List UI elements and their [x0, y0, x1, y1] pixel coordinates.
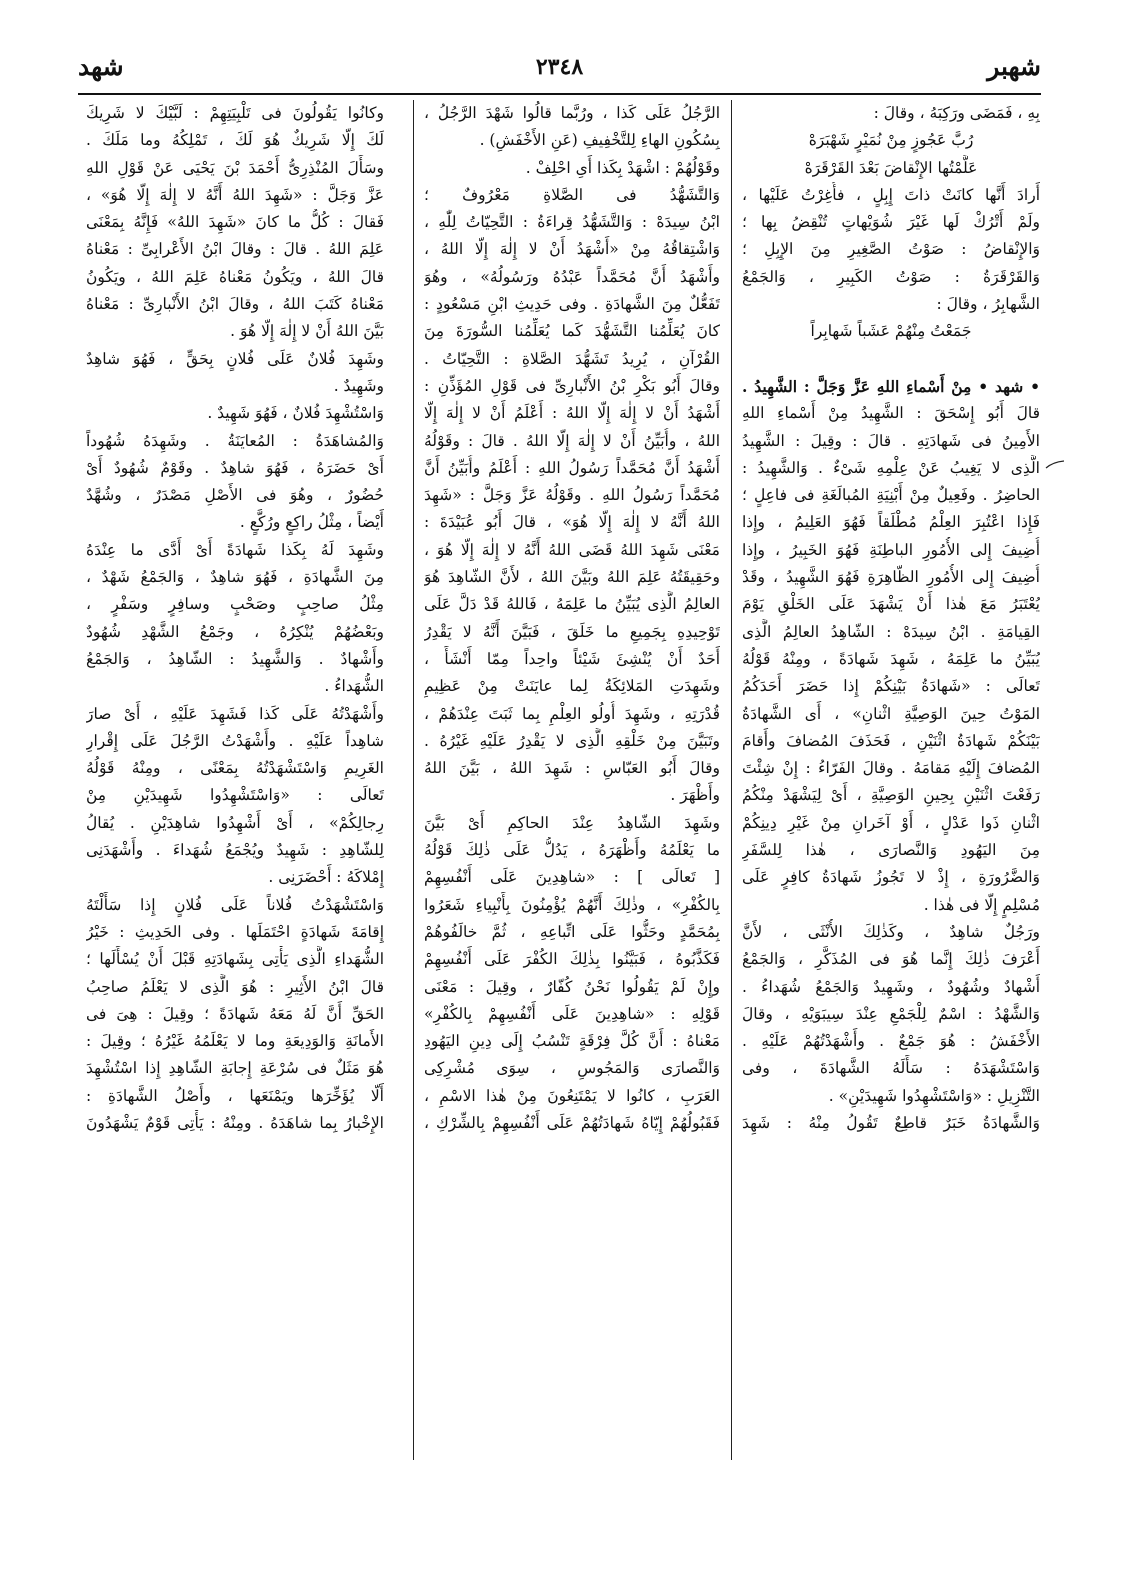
text-line: رَفَعْتَ اثْنَيْنِ بِحِينِ الوَصِيَّةِ ، أَىْ لِيَشْهَدْ مِنْكُمُ	[742, 786, 1040, 805]
column-divider	[413, 100, 414, 1460]
text-line: أَيْضاً ، مِثْلُ راكِعٍ ورُكَّعٍ .	[239, 513, 384, 532]
text-line: لَكَ إِلّا شَرِيكٌ هُوَ لَكَ ، تَمْلِكُهُ وما مَلَكَ .	[86, 131, 384, 150]
text-line: وَاشْتِقاقُهُ مِنْ «أَشْهَدُ أَنْ لا إِلٰهَ إِلّا اللهُ ،	[424, 240, 720, 259]
text-line: الأَمانَةِ وَالوَدِيعَةِ وما لا يَعْلَمُهُ غَيْرُهُ ؛ وقِيلَ :	[86, 1032, 384, 1051]
text-line: وَالمُشاهَدَةُ : المُعايَنَةُ . وشَهِدَهُ شُهُوداً	[86, 431, 384, 450]
text-line: ابْنُ سِيدَهْ : وَالتَّشَهُّدُ قِراءَةُ : التَّحِيّاتُ لِلّٰهِ ،	[424, 213, 720, 232]
text-line: كانَ يُعَلِّمُنا التَّشَهُّدَ كَما يُعَلِّمُنا السُّورَةَ مِنَ	[424, 322, 720, 341]
text-line: فَقَبُولُهُمْ إِيّاهُ شَهادَتُهُمْ عَلَى أَنْفُسِهِمْ بِالشِّرْكِ ،	[424, 1113, 720, 1132]
text-line: جَمَعْتُ مِنْهُمْ عَشَباً شَهابِراً	[810, 322, 972, 341]
text-line: أَحَدٌ أَنْ يُنْشِئَ شَيْئاً واحِداً مِمّا أَنْشَأَ ،	[424, 649, 720, 668]
text-line: الأَخْفَشُ : هُوَ جَمْعٌ . وأَشْهَدْتُهُمْ عَلَيْهِ .	[742, 1032, 1040, 1051]
text-line: [ تَعالَى ] : «شاهِدِينَ عَلَى أَنْفُسِهِمْ	[424, 868, 720, 887]
text-line: مُسْلِمٍ إِلّا فى هٰذا .	[923, 895, 1040, 914]
text-line: القِيامَةِ . ابْنُ سِيدَهْ : الشّاهِدُ العالِمُ الَّذِى	[742, 622, 1040, 641]
text-line: وأَشْهَدْتُهُ عَلَى كَذا فَشَهِدَ عَلَيْهِ ، أَىْ صارَ	[86, 704, 384, 723]
text-line: وَاسْتَشْهَدْتُ فُلاناً عَلَى فُلانٍ إِذا سَأَلْتَهُ	[86, 895, 384, 914]
text-line	[742, 346, 1040, 373]
text-line: أَرادَ أَنَّها كانَتْ ذاتَ إِبِلٍ ، فأُغِرْتُ عَلَيْها ،	[742, 185, 1040, 204]
text-line: ما يَعْلَمُهُ وأَظْهَرَهُ ، يَدُلُّ عَلَى ذٰلِكَ قَوْلُهُ	[424, 841, 720, 860]
text-line: العالِمُ الَّذِى يُبَيِّنُ ما عَلِمَهُ ، فَاللهُ قَدْ دَلَّ عَلَى	[424, 595, 720, 614]
page-number: ٢٣٤٨	[535, 54, 584, 80]
text-line: الشُّهَداءُ .	[324, 677, 384, 696]
text-line: وشَهِدَ فُلانٌ عَلَى فُلانٍ بِحَقٍّ ، فَهُوَ شاهِدٌ	[86, 349, 384, 368]
text-line: تَعالَى : «شَهادَةُ بَيْنِكُمْ إِذا حَضَرَ أَحَدَكُمُ	[742, 677, 1040, 696]
text-line: وسَأَلَ المُنْذِرِىُّ أَحْمَدَ بْنَ يَحْيَى عَنْ قَوْلِ اللهِ	[86, 158, 384, 177]
text-line: الَّذِى لا يَغِيبُ عَنْ عِلْمِهِ شَىْءٌ . وَالشَّهِيدُ :	[742, 458, 1040, 477]
text-line: الحَقِّ أَنَّ لَهُ مَعَهُ شَهادَةً ؛ وقِيلَ : هِىَ فى	[86, 1004, 384, 1023]
text-line: الأَمِينُ فى شَهادَتِهِ . قالَ : وقِيلَ : الشَّهِيدُ	[742, 431, 1040, 450]
text-line: قالَ أَبُو إِسْحَقَ : الشَّهِيدُ مِنْ أَسْماءِ اللهِ	[742, 404, 1040, 423]
text-line: اللهُ ، وأُبَيِّنُ أَنْ لا إِلٰهَ إِلّا اللهُ . قالَ : وقَوْلُهُ	[424, 431, 720, 450]
text-line: أَىْ حَضَرَهُ ، فَهُوَ شاهِدٌ . وقَوْمٌ شُهُودٌ أَىْ	[86, 458, 384, 477]
text-line: رِجالِكُمْ» ، أَىْ أَشْهِدُوا شاهِدَيْنِ . يُقالُ	[86, 813, 384, 832]
text-line: المَوْتُ حِينَ الوَصِيَّةِ اثْنانِ» ، أَى الشَّهادَةُ	[742, 704, 1040, 723]
page-header	[78, 52, 1041, 92]
text-line: أَعْرَفَ ذٰلِكَ إِنَّما هُوَ فى المُذَكَّرِ ، وَالجَمْعُ	[742, 950, 1040, 969]
text-line: وكانُوا يَقُولُونَ فى تَلْبِيَتِهِمْ : لَبَّيْكَ لا شَرِيكَ	[86, 104, 384, 122]
text-line: وبَعْضُهُمْ يُنْكِرُهُ ، وجَمْعُ الشَّهْدِ شُهُودٌ	[86, 622, 384, 641]
text-line: وَالإِنْقاضُ : صَوْتُ الصَّغِيرِ مِنَ الإِبِلِ ؛	[742, 240, 1040, 259]
text-line: مُحَمَّداً رَسُولُ اللهِ . وقَوْلُهُ عَزَّ وَجَلَّ : «شَهِدَ	[424, 486, 720, 505]
header-first-entry-word: شهبر	[987, 52, 1041, 81]
text-line: أَشْهَدُ أَنَّ مُحَمَّداً رَسُولُ اللهِ : أَعْلَمُ وأُبَيِّنُ أَنَّ	[424, 458, 720, 477]
text-line: مِنَ الشَّهادَةِ ، فَهُوَ شاهِدٌ ، وَالجَمْعُ شَهْدٌ ،	[86, 568, 384, 587]
text-line: الشُّهَداءِ الَّذِى يَأْتِى بِشَهادَتِهِ قَبْلَ أَنْ يُسْأَلَها ؛	[86, 950, 384, 969]
text-line: مِثْلُ صاحِبٍ وصَحْبٍ وسافِرٍ وسَفْرٍ ،	[86, 595, 384, 614]
text-line: وقَوْلُهُمْ : اشْهَدْ بِكَذا أَىِ احْلِفْ .	[525, 158, 720, 177]
text-column-left	[86, 100, 384, 1520]
text-line: قُدْرَتِهِ ، وشَهِدَ أُولُو العِلْمِ بِما ثَبَتَ عِنْدَهُمْ ،	[424, 704, 720, 723]
text-line: القُرْآنِ ، يُرِيدُ تَشَهُّدَ الصَّلاةِ : التَّحِيّاتُ .	[424, 349, 720, 368]
text-line: ولَمْ أَتْرُكْ لَها غَيْرَ شُوَيْهاتٍ تُنْقِضُ بِها ؛	[742, 213, 1040, 232]
text-line: مَعْنَى شَهِدَ اللهُ قَضَى اللهُ أَنَّهُ لا إِلٰهَ إِلّا هُوَ ،	[424, 540, 720, 559]
text-line: مَعْناهُ كَتَبَ اللهُ ، وقالَ ابْنُ الأَنْبارِىِّ : مَعْناهُ	[86, 295, 384, 314]
text-line: بِسُكُونِ الهاءِ لِلتَّخْفِيفِ (عَنِ الأَخْفَشِ) .	[479, 131, 720, 150]
text-line: وأَظْهَرَ .	[670, 786, 720, 805]
text-line: بَيَّنَ اللهُ أَنْ لا إِلٰهَ إِلّا هُوَ .	[230, 322, 384, 341]
text-line: وشَهِدَ الشّاهِدُ عِنْدَ الحاكِمِ أَىْ بَيَّنَ	[424, 813, 720, 832]
text-line: تَوْحِيدِهِ بِجَمِيعِ ما خَلَقَ ، فَبَيَّنَ أَنَّهُ لا يَقْدِرُ	[424, 622, 720, 641]
text-line: المُضافَ إِلَيْهِ مَقامَهُ . وقالَ الفَرّاءُ : إِنْ شِئْتَ	[742, 759, 1040, 778]
text-line: وَالشَّهادَةُ خَبَرٌ قاطِعٌ تَقُولُ مِنْهُ : شَهِدَ	[742, 1113, 1040, 1132]
column-divider	[731, 100, 732, 1460]
text-line: بَيْنَكُمْ شَهادَةُ اثْنَيْنِ ، فَحَذَفَ المُضافَ وأَقامَ	[742, 731, 1040, 750]
text-line: اثْنانِ ذَوا عَدْلٍ ، أَوْ آخَرانِ مِنْ غَيْرِ دِينِكُمْ	[742, 813, 1040, 832]
text-line: وشَهِيدٌ .	[333, 376, 384, 395]
text-line: قالَ اللهُ ، ويَكُونُ مَعْناهُ عَلِمَ اللهُ ، ويَكُونُ	[86, 267, 384, 286]
text-line: الشَّهابِرُ ، وقالَ :	[936, 295, 1040, 314]
text-line: عَلَّمْتُها الإِنْقاضَ بَعْدَ القَرْقَرَهْ	[804, 158, 978, 177]
text-line: أَلّا يُؤَخِّرَها ويَمْنَعَها ، وأَصْلُ الشَّهادَةِ :	[86, 1086, 384, 1105]
text-line: عَزَّ وَجَلَّ : «شَهِدَ اللهُ أَنَّهُ لا إِلٰهَ إِلّا هُوَ» ،	[86, 185, 384, 204]
text-line: فَإِذا اعْتُبِرَ العِلْمُ مُطْلَقاً فَهُوَ العَلِيمُ ، وإِذا	[742, 513, 1040, 532]
text-line: وإِنْ لَمْ يَقُولُوا نَحْنُ كُفّارٌ ، وقِيلَ : مَعْنَى	[424, 977, 720, 996]
text-line: وَالضَّرُورَةِ ، إِذْ لا تَجُوزُ شَهادَةُ كافِرٍ عَلَى	[742, 868, 1040, 887]
text-line: أُضِيفَ إِلى الأُمُورِ الباطِنَةِ فَهُوَ الخَبِيرُ ، وإِذا	[742, 540, 1040, 559]
header-rule	[78, 93, 1041, 95]
text-line: ورَجُلٌ شاهِدٌ ، وكَذٰلِكَ الأُنْثَى ، لأَنَّ	[742, 922, 1040, 941]
text-column-right	[742, 100, 1040, 1520]
text-line: يُعْتَبَرُ مَعَ هٰذا أَنْ يَشْهَدَ عَلَى الخَلْقِ يَوْمَ	[742, 595, 1040, 614]
text-line: وحَقِيقَتُهُ عَلِمَ اللهُ وبَيَّنَ اللهُ ، لأَنَّ الشّاهِدَ هُوَ	[424, 568, 720, 587]
entry-headword-line: • شهد • مِنْ أَسْماءِ اللهِ عَزَّ وَجَلَّ : الشَّهِيدُ .	[742, 376, 1040, 396]
text-line: الرَّجُلُ عَلَى كَذا ، ورُبَّما قالُوا شَهْدَ الرَّجُلُ ،	[424, 104, 720, 122]
text-line: وقالَ أَبُو العَبّاسِ : شَهِدَ اللهُ ، بَيَّنَ اللهُ	[424, 759, 720, 778]
text-line: الإِخْبارُ بِما شاهَدَهُ . ومِنْهُ : يَأْتِى قَوْمٌ يَشْهَدُونَ	[86, 1113, 384, 1132]
text-line: فَكَذَّبُوهُ ، فَبَيَّنُوا بِذٰلِكَ الكُفْرَ عَلَى أَنْفُسِهِمْ	[424, 950, 720, 969]
text-line: وَاسْتُشْهِدَ فُلانٌ ، فَهُوَ شَهِيدٌ .	[207, 404, 384, 423]
text-line: وشَهِدَ لَهُ بِكَذا شَهادَةً أَىْ أَدَّى ما عِنْدَهُ	[86, 540, 384, 559]
text-line: وَالقَرْقَرَةُ : صَوْتُ الكَبِيرِ ، وَالجَمْعُ	[742, 267, 1040, 286]
text-line: شاهِداً عَلَيْهِ . وأَشْهَدْتُ الرَّجُلَ عَلَى إِقْرارِ	[86, 731, 384, 750]
text-line: هُوَ مَثَلٌ فى سُرْعَةِ إِجابَةِ الشّاهِدِ إِذا اسْتُشْهِدَ	[86, 1059, 384, 1078]
text-line: تَعالَى : «وَاسْتَشْهِدُوا شَهِيدَيْنِ مِنْ	[86, 786, 384, 805]
text-line: مَعْناهُ : أَنَّ كُلَّ فِرْقَةٍ تَنْسُبُ إِلَى دِينِ اليَهُودِ	[424, 1032, 720, 1051]
text-line: وَالنَّصارَى وَالمَجُوسِ ، سِوَى مُشْرِكِى	[424, 1059, 720, 1078]
text-line: بِهِ ، فَمَضَى ورَكِبَهُ ، وقالَ :	[873, 104, 1040, 122]
text-line: قالَ ابْنُ الأَثِيرِ : هُوَ الَّذِى لا يَعْلَمُ صاحِبُ	[86, 977, 384, 996]
text-line: أُضِيفَ إِلى الأُمُورِ الظّاهِرَةِ فَهُوَ الشَّهِيدُ ، وقَدْ	[742, 568, 1040, 587]
text-line: مِنَ اليَهُودِ وَالنَّصارَى ، هٰذا لِلسَّفَرِ	[742, 841, 1040, 860]
text-line: إِمْلاكَهُ : أَحْضَرَنِى .	[268, 868, 384, 887]
text-line: فَقالَ : كُلُّ ما كانَ «شَهِدَ اللهُ» فَإِنَّهُ بِمَعْنَى	[86, 213, 384, 232]
text-line: العَرَبِ ، كانُوا لا يَمْتَنِعُونَ مِنْ هٰذا الاسْمِ ،	[424, 1086, 720, 1105]
text-line: وَاسْتَشْهَدَهُ : سَأَلَهُ الشَّهادَةَ ، وفى	[742, 1059, 1040, 1078]
text-line: لِلشّاهِدِ : شَهِيدٌ ويُجْمَعُ شُهَداءَ . وأَشْهَدَنِى	[86, 841, 384, 860]
margin-pen-mark	[1045, 460, 1065, 470]
text-line: اللهُ أَنَّهُ لا إِلٰهَ إِلّا هُوَ» ، قالَ أَبُو عُبَيْدَةَ :	[424, 513, 720, 532]
text-line: وقالَ أَبُو بَكْرِ بْنُ الأَنْبارِىِّ فى قَوْلِ المُؤَذِّنِ :	[424, 376, 720, 395]
text-line: أَشْهَدُ أَنْ لا إِلٰهَ إِلّا اللهُ : أَعْلَمُ أَنْ لا إِلٰهَ إِلّا	[424, 404, 720, 423]
text-line: يُبَيِّنُ ما عَلِمَهُ ، شَهِدَ شَهادَةً ، ومِنْهُ قَوْلُهُ	[742, 649, 1040, 668]
text-line: قَوْلِهِ : «شاهِدِينَ عَلَى أَنْفُسِهِمْ بِالكُفْرِ»	[424, 1004, 720, 1023]
text-line: عَلِمَ اللهُ . قالَ : وقالَ ابْنُ الأَعْرابِىِّ : مَعْناهُ	[86, 240, 384, 259]
text-line: حُضُورٌ ، وهُوَ فى الأَصْلِ مَصْدَرٌ ، وشُهَّدٌ	[86, 486, 384, 505]
text-line: إِقامَةَ شَهادَةٍ احْتَمَلَها . وفى الحَدِيثِ : خَيْرُ	[86, 922, 384, 941]
text-line: بِمُحَمَّدٍ وحَثُّوا عَلَى اتِّباعِهِ ، ثُمَّ خالَفُوهُمْ	[424, 922, 720, 941]
text-line: وتَبَيَّنَ مِنْ خَلْقِهِ الَّذِى لا يَقْدِرُ عَلَيْهِ غَيْرُهُ .	[424, 731, 720, 750]
text-line: رُبَّ عَجُوزٍ مِنْ نُمَيْرٍ شَهْبَرَهْ	[808, 131, 974, 150]
text-line: وأَشْهادٌ . وَالشَّهِيدُ : الشّاهِدُ ، وَالجَمْعُ	[86, 649, 384, 668]
header-last-entry-word: شهد	[78, 52, 124, 81]
text-line: بِالكُفْرِ» ، وذٰلِكَ أَنَّهُمْ يُؤْمِنُونَ بِأَنْبِياءِ شَعَرُوا	[424, 895, 720, 914]
text-line: وأَشْهَدُ أَنَّ مُحَمَّداً عَبْدُهُ ورَسُولُهُ» ، وهُوَ	[424, 267, 720, 286]
text-line: الحاضِرُ . وفَعِيلٌ مِنْ أَبْنِيَةِ المُبالَغَةِ فى فاعِلٍ ؛	[742, 486, 1040, 505]
text-line: تَفَعُّلٌ مِنَ الشَّهادَةِ . وفى حَدِيثِ ابْنِ مَسْعُودٍ :	[424, 295, 720, 314]
text-line: الغَرِيمِ وَاسْتَشْهَدْتُهُ بِمَعْنًى ، ومِنْهُ قَوْلُهُ	[86, 759, 384, 778]
text-line: وَالشَّهْدُ : اسْمٌ لِلْجَمْعِ عِنْدَ سِيبَوَيْهِ ، وقالَ	[742, 1004, 1040, 1023]
text-line: التَّنْزِيلِ : «وَاسْتَشْهِدُوا شَهِيدَيْنِ» .	[828, 1086, 1040, 1105]
text-line: وَالتَّشَهُّدُ فى الصَّلاةِ مَعْرُوفٌ ؛	[424, 185, 720, 204]
text-line: وشَهِدَتِ المَلائِكَةُ لِما عايَنَتْ مِنْ عَظِيمِ	[424, 677, 720, 696]
text-column-middle	[424, 100, 720, 1520]
text-line: أَشْهادٌ وشُهُودٌ ، وشَهِيدٌ وَالجَمْعُ شُهَداءُ .	[742, 977, 1040, 996]
